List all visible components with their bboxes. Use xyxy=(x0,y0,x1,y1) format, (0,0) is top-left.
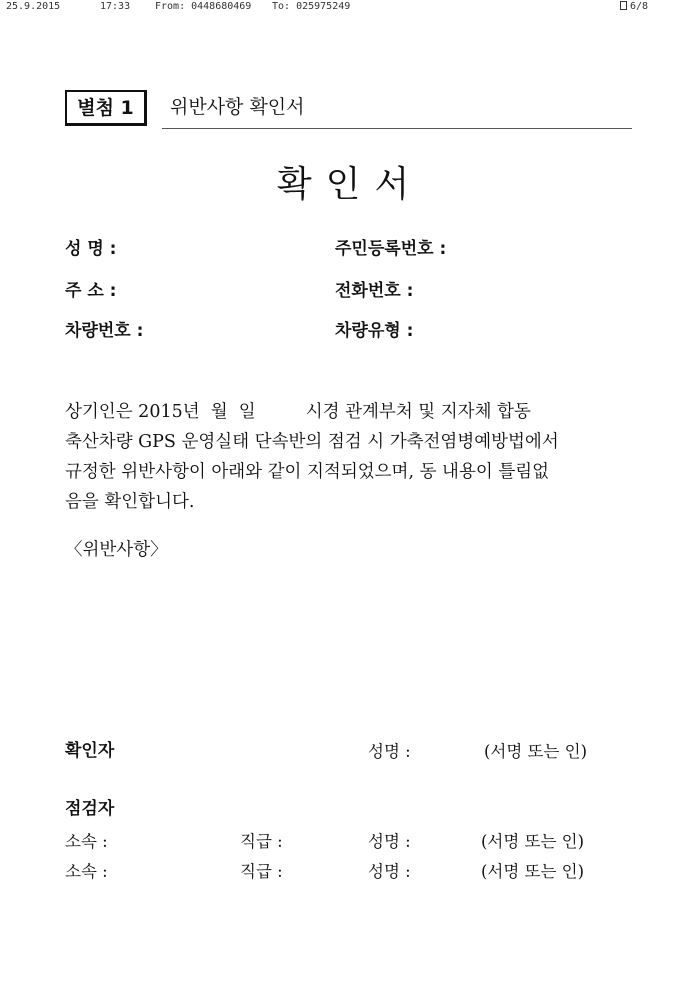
inspector-name-label: 성명 : xyxy=(368,862,411,881)
confirmation-statement xyxy=(65,397,635,517)
name-field-label: 성 명 : xyxy=(65,239,117,259)
inspector-label: 점검자 xyxy=(65,799,115,819)
resident-number-field-label: 주민등록번호 : xyxy=(335,239,447,259)
fax-to: To: 025975249 xyxy=(272,1,351,12)
confirmer-sign-hint: (서명 또는 인) xyxy=(484,742,588,761)
fax-header xyxy=(0,0,700,14)
statement-line-2: 축산차량 GPS 운영실태 단속반의 점검 시 가축전염병예방법에서 xyxy=(65,432,559,452)
fax-from: From: 0448680469 xyxy=(155,1,252,12)
fax-date: 25.9.2015 xyxy=(6,1,61,12)
violations-label: 〈위반사항〉 xyxy=(65,540,168,560)
inspector-affiliation-label: 소속 : xyxy=(65,832,108,851)
fax-page-number: 6/8 xyxy=(630,1,649,12)
confirmer-name-label: 성명 : xyxy=(368,742,411,761)
document-title: 확인서 xyxy=(276,164,424,205)
annex-title: 위반사항 확인서 xyxy=(170,96,305,118)
fax-time: 17:33 xyxy=(100,1,131,12)
vehicle-type-field-label: 차량유형 : xyxy=(335,321,414,341)
phone-field-label: 전화번호 : xyxy=(335,281,414,301)
address-field-label: 주 소 : xyxy=(65,281,117,301)
annex-heading xyxy=(65,90,635,130)
inspector-position-label: 직급 : xyxy=(240,832,283,851)
statement-line-4: 음을 확인합니다. xyxy=(65,492,195,512)
page-icon xyxy=(620,1,627,10)
inspector-name-label: 성명 : xyxy=(368,832,411,851)
inspector-position-label: 직급 : xyxy=(240,862,283,881)
inspector-sign-hint: (서명 또는 인) xyxy=(481,832,585,851)
annex-divider xyxy=(162,128,632,129)
fax-page-indicator xyxy=(620,1,648,12)
statement-line-3: 규정한 위반사항이 아래와 같이 지적되었으며, 동 내용이 틀림없 xyxy=(65,462,550,482)
annex-label: 별첨 1 xyxy=(65,90,147,126)
statement-line-1: 상기인은 2015년 월 일 시경 관계부처 및 지자체 합동 xyxy=(65,402,531,422)
vehicle-number-field-label: 차량번호 : xyxy=(65,321,144,341)
inspector-sign-hint: (서명 또는 인) xyxy=(481,862,585,881)
confirmer-label: 확인자 xyxy=(65,741,115,761)
inspector-affiliation-label: 소속 : xyxy=(65,862,108,881)
